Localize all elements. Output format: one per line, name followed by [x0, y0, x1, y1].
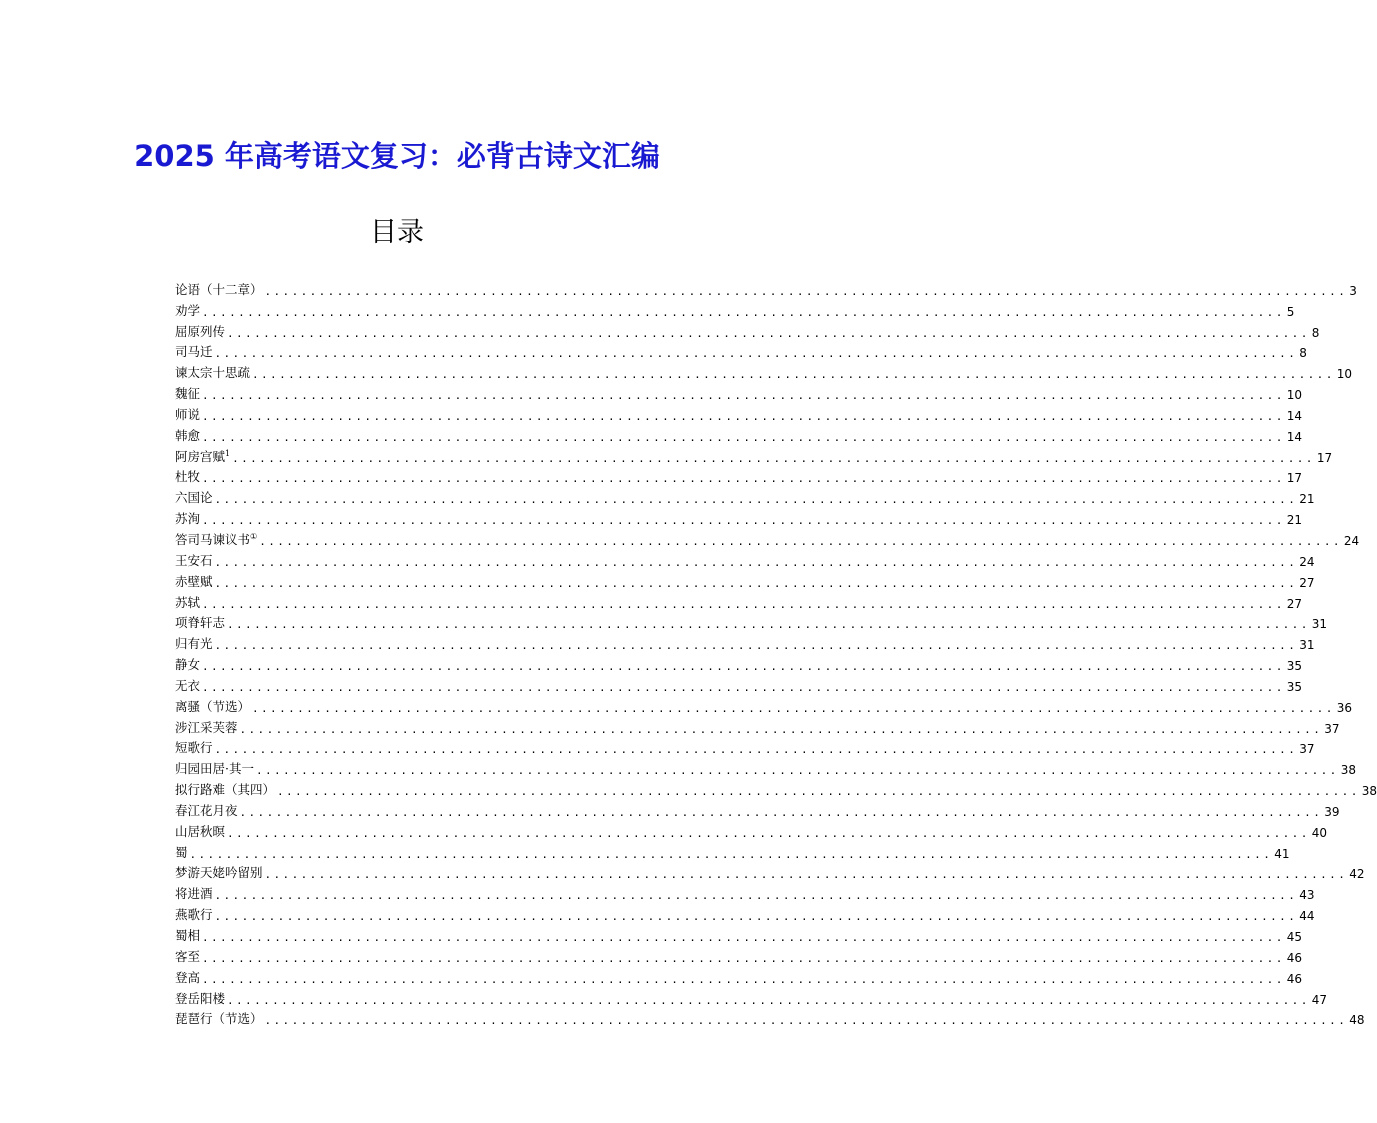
toc-entry-title-text: 苏洵	[175, 511, 201, 527]
toc-entry-title[interactable]	[175, 551, 213, 569]
toc-page-number[interactable]: 17	[1316, 450, 1333, 465]
toc-page-number[interactable]: 21	[1299, 492, 1315, 507]
toc-entry-title[interactable]	[175, 738, 213, 756]
toc-entry-title-text: 无衣	[175, 677, 201, 693]
toc-entry[interactable]	[175, 485, 1315, 507]
toc-entry-title-text: 杜牧	[175, 469, 201, 485]
toc-entry-title[interactable]	[175, 905, 213, 923]
toc-leader-dots: ........................................................................................................................	[202, 472, 1285, 486]
toc-leader-dots: ........................................................................................................................	[214, 639, 1298, 653]
toc-entry-title[interactable]	[175, 572, 213, 590]
toc-page-number[interactable]: 46	[1286, 950, 1303, 965]
document-title: 2025 年高考语文复习：必背古诗文汇编	[134, 139, 660, 173]
toc-entry[interactable]	[175, 819, 1328, 840]
toc-leader-dots: ........................................................................................................................	[214, 493, 1298, 507]
toc-entry[interactable]	[175, 340, 1307, 361]
toc-entry-title-text: 春江花月夜	[175, 802, 238, 818]
toc-leader-dots: ........................................................................................................................	[214, 555, 1298, 569]
toc-page-number[interactable]: 21	[1286, 513, 1303, 528]
toc-entry-title-text: 琵琶行（节选）	[175, 1011, 263, 1027]
toc-leader-dots: ........................................................................................................................	[227, 993, 1310, 1007]
toc-leader-dots: ........................................................................................................................	[259, 534, 1342, 548]
toc-entry-title[interactable]	[175, 926, 200, 944]
toc-entry[interactable]	[175, 944, 1303, 965]
toc-page-number[interactable]: 47	[1311, 992, 1328, 1007]
toc-entry-title[interactable]	[175, 884, 213, 902]
toc-leader-dots: ........................................................................................................................	[232, 451, 1315, 465]
toc-entry-title-text: 蜀	[175, 844, 188, 860]
toc-leader-dots: ........................................................................................................................	[202, 389, 1285, 403]
toc-leader-dots: ........................................................................................................................	[227, 618, 1310, 632]
toc-leader-dots: ........................................................................................................................	[227, 326, 1310, 340]
toc-entry[interactable]	[175, 881, 1315, 903]
toc-page-number[interactable]: 36	[1336, 700, 1353, 715]
toc-entry-title[interactable]	[175, 322, 225, 340]
toc-entry-title-text: 劝学	[175, 302, 201, 318]
toc-leader-dots: ........................................................................................................................	[202, 660, 1285, 674]
toc-entry-title[interactable]	[175, 947, 200, 965]
toc-page-number[interactable]: 35	[1286, 659, 1303, 674]
toc-page-number[interactable]: 38	[1361, 784, 1377, 799]
toc-page-number[interactable]: 10	[1336, 367, 1353, 382]
toc-leader-dots: ........................................................................................................................	[202, 514, 1285, 528]
toc-page-number[interactable]: 42	[1349, 867, 1365, 882]
toc-leader-dots: ........................................................................................................................	[202, 931, 1285, 944]
toc-entry-title-text: 韩愈	[175, 427, 201, 443]
toc-page-number[interactable]: 48	[1349, 1013, 1365, 1028]
toc-entry-title[interactable]	[175, 301, 200, 319]
toc-entry-title[interactable]	[175, 759, 254, 777]
toc-entry-title[interactable]	[175, 968, 200, 986]
table-of-contents	[175, 277, 1377, 1028]
toc-leader-dots: ........................................................................................................................	[264, 868, 1348, 882]
toc-entry-title-text: 燕歌行	[175, 907, 213, 923]
toc-leader-dots: ........................................................................................................................	[255, 764, 1339, 778]
toc-page-number[interactable]: 44	[1299, 909, 1315, 924]
toc-entry[interactable]	[175, 861, 1365, 882]
toc-entry[interactable]	[175, 756, 1356, 778]
toc-entry-title[interactable]	[175, 426, 200, 444]
toc-entry-title-text: 王安石	[175, 552, 213, 568]
toc-page-number[interactable]: 24	[1343, 533, 1360, 548]
toc-leader-dots: ........................................................................................................................	[264, 1014, 1348, 1028]
toc-entry[interactable]	[175, 798, 1340, 819]
toc-entry-title[interactable]	[175, 530, 257, 548]
toc-leader-dots: ........................................................................................................................	[189, 847, 1273, 861]
toc-entry-title[interactable]	[175, 342, 213, 360]
toc-page-number[interactable]: 46	[1286, 971, 1303, 986]
toc-entry-title[interactable]	[175, 676, 200, 694]
toc-entry-title-text: 归有光	[175, 636, 213, 652]
toc-entry[interactable]	[175, 506, 1303, 528]
toc-entry[interactable]	[175, 652, 1303, 674]
toc-page-number[interactable]: 41	[1274, 846, 1290, 861]
toc-leader-dots: ........................................................................................................................	[202, 972, 1285, 986]
toc-page-number[interactable]: 10	[1286, 388, 1303, 403]
footnote-marker: 1	[225, 448, 231, 458]
toc-entry-title-text: 项脊轩志	[175, 615, 226, 631]
toc-entry-title[interactable]	[175, 613, 225, 631]
toc-leader-dots: ........................................................................................................................	[202, 680, 1285, 694]
toc-entry-title[interactable]	[175, 780, 275, 798]
toc-entry-title-text: 苏轼	[175, 594, 201, 610]
toc-entry[interactable]	[175, 444, 1333, 465]
toc-entry-title-text: 梦游天姥吟留别	[175, 865, 263, 881]
toc-leader-dots: ........................................................................................................................	[214, 743, 1298, 757]
toc-entry[interactable]	[175, 569, 1315, 590]
toc-entry-title[interactable]	[175, 405, 200, 423]
toc-entry-title[interactable]	[175, 447, 230, 465]
toc-entry-title[interactable]	[175, 718, 238, 736]
toc-entry[interactable]	[175, 673, 1303, 694]
toc-entry[interactable]	[175, 277, 1357, 298]
toc-entry[interactable]	[175, 590, 1303, 611]
toc-entry-title-text: 涉江采芙蓉	[175, 719, 238, 735]
toc-entry-title-text: 短歌行	[175, 740, 213, 756]
toc-heading: 目录	[370, 217, 424, 248]
toc-entry-title-text: 客至	[175, 948, 201, 964]
toc-leader-dots: ........................................................................................................................	[202, 430, 1285, 444]
toc-leader-dots: ........................................................................................................................	[214, 347, 1298, 361]
toc-entry[interactable]	[175, 298, 1295, 319]
toc-leader-dots: ........................................................................................................................	[264, 284, 1348, 298]
toc-entry[interactable]	[175, 840, 1290, 861]
toc-entry-title[interactable]	[175, 593, 200, 611]
toc-entry-title-text: 山居秋暝	[175, 823, 226, 839]
toc-entry-title-text: 将进酒	[175, 886, 213, 902]
toc-entry-title[interactable]	[175, 822, 225, 840]
toc-entry[interactable]	[175, 381, 1303, 403]
toc-entry[interactable]	[175, 736, 1315, 757]
toc-entry[interactable]	[175, 360, 1353, 382]
toc-page-number[interactable]: 8	[1299, 346, 1307, 361]
toc-page-number[interactable]: 39	[1324, 804, 1340, 819]
toc-page-number[interactable]: 14	[1286, 408, 1303, 423]
toc-entry-title-text: 登岳阳楼	[175, 990, 226, 1006]
toc-entry[interactable]	[175, 965, 1303, 986]
toc-entry[interactable]	[175, 1007, 1365, 1028]
toc-entry-title[interactable]	[175, 1009, 263, 1027]
toc-leader-dots: ........................................................................................................................	[277, 785, 1360, 799]
toc-entry[interactable]	[175, 319, 1320, 340]
toc-leader-dots: ........................................................................................................................	[239, 722, 1323, 736]
toc-entry[interactable]	[175, 902, 1315, 924]
toc-entry[interactable]	[175, 631, 1315, 653]
toc-leader-dots: ........................................................................................................................	[202, 305, 1285, 319]
toc-entry-title-text: 谏太宗十思疏	[175, 365, 251, 381]
toc-entry-title[interactable]	[175, 634, 213, 652]
toc-page-number[interactable]: 37	[1324, 721, 1340, 736]
toc-entry-title[interactable]	[175, 488, 213, 506]
toc-entry[interactable]	[175, 986, 1328, 1007]
toc-page-number[interactable]: 38	[1340, 763, 1356, 778]
toc-entry-title-text: 答司马谏议书	[175, 531, 251, 547]
toc-page-number[interactable]: 31	[1299, 638, 1315, 653]
toc-page-number[interactable]: 40	[1311, 825, 1328, 840]
footnote-marker: ①	[250, 531, 258, 541]
toc-entry-title[interactable]	[175, 655, 200, 673]
toc-page-number[interactable]: 3	[1349, 283, 1357, 298]
toc-leader-dots: ........................................................................................................................	[227, 826, 1310, 840]
toc-entry-title[interactable]	[175, 989, 225, 1007]
toc-entry-title[interactable]	[175, 863, 263, 881]
toc-entry[interactable]	[175, 527, 1360, 548]
toc-entry-title-text: 屈原列传	[175, 323, 226, 339]
toc-leader-dots: ........................................................................................................................	[214, 576, 1298, 590]
toc-page-number[interactable]: 17	[1286, 471, 1303, 486]
toc-entry[interactable]	[175, 423, 1303, 444]
toc-leader-dots: ........................................................................................................................	[252, 368, 1335, 382]
toc-entry-title[interactable]	[175, 363, 250, 381]
toc-entry-title-text: 阿房宫赋	[175, 448, 226, 464]
toc-entry-title-text: 论语（十二章）	[175, 281, 263, 297]
toc-leader-dots: ........................................................................................................................	[239, 805, 1323, 819]
toc-leader-dots: ........................................................................................................................	[202, 597, 1285, 611]
toc-entry-title[interactable]	[175, 467, 200, 485]
toc-entry[interactable]	[175, 548, 1315, 569]
toc-entry-title-text: 师说	[175, 406, 201, 422]
toc-page-number[interactable]: 14	[1286, 429, 1303, 444]
toc-entry-title-text: 静女	[175, 657, 201, 673]
toc-entry-title-text: 登高	[175, 969, 201, 985]
toc-page-number[interactable]: 35	[1286, 679, 1303, 694]
toc-entry[interactable]	[175, 465, 1303, 486]
toc-leader-dots: ........................................................................................................................	[202, 409, 1285, 423]
toc-entry[interactable]	[175, 923, 1303, 944]
toc-entry[interactable]	[175, 611, 1328, 632]
toc-entry[interactable]	[175, 777, 1377, 799]
toc-leader-dots: ........................................................................................................................	[214, 910, 1298, 924]
toc-entry[interactable]	[175, 694, 1353, 715]
toc-leader-dots: ........................................................................................................................	[252, 701, 1335, 715]
toc-entry-title-text: 六国论	[175, 490, 213, 506]
toc-entry-title-text: 赤壁赋	[175, 573, 213, 589]
toc-page-number[interactable]: 31	[1311, 617, 1328, 632]
toc-entry-title[interactable]	[175, 280, 263, 298]
toc-page-number[interactable]: 24	[1299, 554, 1315, 569]
toc-leader-dots: ........................................................................................................................	[202, 951, 1285, 965]
toc-entry[interactable]	[175, 402, 1303, 423]
toc-page-number[interactable]: 43	[1299, 888, 1315, 903]
toc-page-number[interactable]: 5	[1286, 304, 1295, 319]
toc-entry-title-text: 魏征	[175, 386, 201, 402]
toc-page-number[interactable]: 45	[1286, 930, 1303, 944]
toc-entry-title-text: 拟行路难（其四）	[175, 782, 276, 798]
toc-page-number[interactable]: 27	[1299, 575, 1315, 590]
toc-entry-title[interactable]	[175, 697, 250, 715]
toc-entry-title[interactable]	[175, 384, 200, 402]
toc-page-number[interactable]: 37	[1299, 742, 1315, 757]
toc-page-number[interactable]: 8	[1311, 325, 1320, 340]
toc-entry-title[interactable]	[175, 801, 238, 819]
toc-entry-title-text: 离骚（节选）	[175, 698, 251, 714]
toc-page-number[interactable]: 27	[1286, 596, 1303, 611]
toc-entry-title-text: 蜀相	[175, 928, 201, 943]
toc-entry[interactable]	[175, 715, 1340, 736]
toc-entry-title-text: 归园田居·其一	[175, 761, 254, 777]
toc-entry-title-text: 司马迁	[175, 344, 213, 360]
toc-leader-dots: ........................................................................................................................	[214, 889, 1298, 903]
toc-entry-title[interactable]	[175, 509, 200, 527]
toc-entry-title[interactable]	[175, 843, 188, 861]
